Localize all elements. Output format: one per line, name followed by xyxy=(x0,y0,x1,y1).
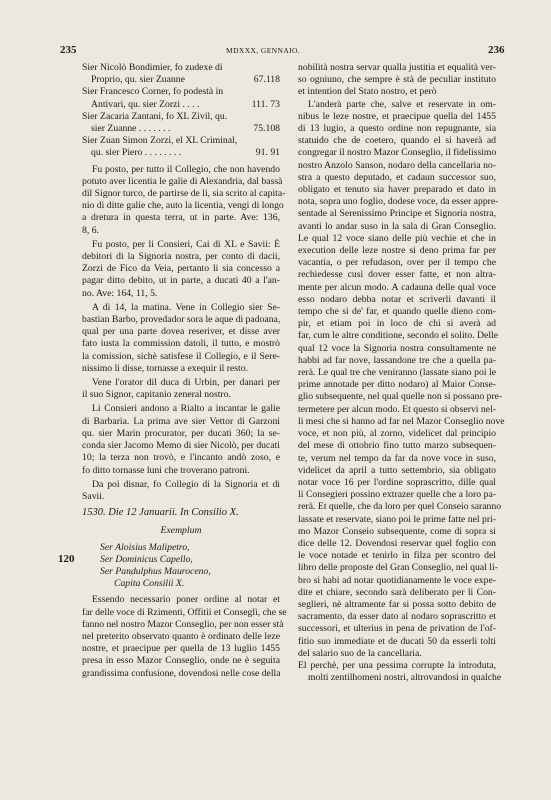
text-line: debitori di la Signoria nostra, per conto di dacii, xyxy=(82,251,280,263)
vote-roll xyxy=(82,62,280,160)
signer-line: Ser Dominicus Capello, xyxy=(100,553,193,565)
signer-line: Capita Consilii X. xyxy=(114,578,185,590)
text-line: Vene l'orator dil duca di Urbin, per danari per xyxy=(92,377,280,389)
text-line: pagar ditto debito, ut in parte, a ducati 40 a l'an- xyxy=(82,275,280,287)
decree-heading: 1530. Die 12 Januarii. In Consilio X. xyxy=(82,507,239,519)
text-line: avanti lo andar suso in la sala di Gran Conseglio. xyxy=(298,220,496,232)
text-line: A dì 14, la matina. Vene in Collegio sier Se- xyxy=(92,301,280,313)
text-line: bro si habi ad notar quotidianamente le voce expe- xyxy=(298,574,496,586)
text-line: notar voce 16 per l'ordine soprascritto, dille qual xyxy=(298,476,496,488)
text-line: Li Consieri andono a Rialto a incantar le galie xyxy=(92,403,280,415)
text-line: far delle voce di Rzimenti, Offitii et Conseglì, che se xyxy=(82,606,287,618)
text-line: 8, 6. xyxy=(82,224,99,236)
text-line: il suo Signor, capitanio zeneral nostro. xyxy=(82,389,231,401)
text-line: tempo che si de' far, et quando quelle dieno com- xyxy=(298,306,496,318)
text-line: presa in esso Mazor Conseglio, onde ne è seguita xyxy=(82,655,280,667)
text-line: fitio suo immediate et de ducati 50 da esserli tolti xyxy=(298,635,496,647)
text-line: dil Signor turco, de partirse de lì, sia scrito al capita- xyxy=(82,188,286,200)
roll-entry xyxy=(82,62,280,86)
text-line: qu. sier Marin procurator, per ducati 360; la se- xyxy=(82,427,280,439)
paragraph xyxy=(82,239,280,300)
text-line: grandissima confusione, dovendosi nelle cose della xyxy=(82,667,281,679)
text-line: successori, et ulterius in pena de privation de l'of- xyxy=(298,623,496,635)
text-line: Essendo necessario poner ordine al notar et xyxy=(92,594,280,606)
text-line: a dretura in questa terra, ut in parte. Ave: 136, xyxy=(82,212,280,224)
text-line: termetere per alcun modo. Et questo si observi nel- xyxy=(298,403,496,415)
text-line: lassate et reservate, siano poi le prime fatte nel pri- xyxy=(298,513,496,525)
text-line: 10; la terza non trovò, e l'incanto andò zoso, e xyxy=(82,452,280,464)
text-line: mo Mazor Conseio subsequente, come di sopra si xyxy=(298,525,496,537)
text-line: stra a questo deputado, et cadaun successor suo, xyxy=(298,171,496,183)
text-line: qual per una parte dovea reseriver, et disse aver xyxy=(82,326,280,338)
paragraph xyxy=(82,163,286,237)
text-line: molti zentilhomeni nostri, altrovandosi in qualche xyxy=(308,672,502,684)
text-line: far, cum le altre conditione, secondo el solito. Delle xyxy=(298,330,499,342)
roll-entry xyxy=(82,111,280,135)
text-line: fo ditto tornasse luni che troverano patroni. xyxy=(82,464,250,476)
text-line: so ogniuno, che sempre è stà de peculiar instituto xyxy=(298,74,496,86)
text-line: Fu posto, per li Consieri, Cai di XL e Savii: È xyxy=(92,238,280,250)
text-line: execution delle leze nostre si deno prima far per xyxy=(298,245,496,257)
text-line: esso nodaro debba notar et scriverli davanti il xyxy=(298,293,496,305)
text-line: L'anderà parte che, salve et reservate in om- xyxy=(308,98,496,110)
text-line: potuto aver licentia le galie di Alexandria, dal bassà xyxy=(82,175,283,187)
roll-entry xyxy=(82,135,280,159)
text-line: nibus le leze nostre, et praecipue quella del 1455 xyxy=(298,110,496,122)
text-line: del salario suo de la cancellaria. xyxy=(298,647,422,659)
roll-entry-name: Sier Zuan Simon Zorzi, el XL Criminal, qu. sier Piero . . . . . . . . xyxy=(82,135,238,159)
left-page-number: 235 xyxy=(60,44,77,56)
text-line: li Consegieri possino extrazer quelle che a loro pa- xyxy=(298,489,496,501)
text-line: rechiedesse cusì dover esser fatte, et non altra- xyxy=(298,269,496,281)
left-column xyxy=(82,62,287,682)
text-line: nio di ditte galie che, auto la licentia, vengi di longo xyxy=(82,200,284,212)
text-line: bastian Barbo, provedador sora le aque di padoana, xyxy=(82,314,281,326)
text-line: di Barbaria. La prima ave sier Vettor di Garzoni xyxy=(82,415,280,427)
text-line: fato iusta la commission datoli, il tutto, e mostrò xyxy=(82,338,280,350)
page-header xyxy=(0,44,551,58)
text-line: Le qual 12 voce siano delle più vechie et che in xyxy=(298,232,496,244)
margin-number: 120 xyxy=(58,553,75,565)
text-line: nissimo li disse, tornasse a exequir il resto. xyxy=(82,362,249,374)
text-line: dite et chiare, secondo sarà deliberato per li Con- xyxy=(298,586,496,598)
text-line: prime annotade per ditto nodaro) al Maior Conse- xyxy=(298,379,496,391)
paragraph xyxy=(82,377,280,401)
text-line: del mese di ottobrio fino tutto marzo subsequen- xyxy=(298,440,496,452)
text-line: statuido che de coetero, quando el si haverà ad xyxy=(298,135,496,147)
paragraph xyxy=(82,479,280,503)
exemplum-label: Exemplum xyxy=(160,525,202,537)
text-line: rerà. Le qual tre che veniranno (lassate siano poi le xyxy=(298,367,496,379)
roll-entry-name: Sier Francesco Corner, fo podestà in Antivari, qu. sier Zorzi . . . . xyxy=(82,86,224,110)
paragraph xyxy=(82,403,280,476)
text-line: videlicet da april a tutto settembrio, sia obligato xyxy=(298,464,496,476)
decree-text-left xyxy=(82,594,287,679)
roll-entry-name: Sier Nicolò Bondimier, fo zudexe di Proprio, qu. sier Zuanne xyxy=(82,62,223,86)
text-line: Fu posto, per tutto il Collegio, che non havendo xyxy=(92,163,280,175)
text-line: Zorzi de Fico da Veia, pertanto li sia concesso a xyxy=(82,263,280,275)
text-line: El perchè, per una pessima corrupte la introduta, xyxy=(298,659,496,671)
text-line: sentade al Serenissimo Principe et Signoria nostra, xyxy=(298,208,496,220)
signer-line: Ser Pandulphus Mauroceno, xyxy=(100,565,211,577)
roll-entry-votes: 91. 91 xyxy=(255,147,280,159)
text-line: conda sier Jacomo Memo di sier Nicolò, per ducati xyxy=(82,440,280,452)
roll-entry-name: Sier Zacaria Zantani, fo XL Zivil, qu. sier Zuanne . . . . . . . xyxy=(82,110,228,135)
text-line: Savii. xyxy=(82,490,105,502)
text-line: rerà. Et quelle, che da loro per quel Conseio saranno xyxy=(298,501,502,513)
text-line: vacantia, o per refudason, over per il tempo che xyxy=(298,257,496,269)
running-title: MDXXX, GENNAIO. xyxy=(226,46,301,55)
text-line: glio subsequente, nel qual quelle non si possano pre- xyxy=(298,391,503,403)
signer-line: Ser Aloisius Malipetro, xyxy=(100,541,190,553)
text-line: la comission, sichè satisfese il Collegio, e il Sere- xyxy=(82,350,280,362)
text-line: seglieri, nè altramente far si possa sotto debito de xyxy=(298,598,496,610)
paragraph xyxy=(82,302,280,375)
text-line: nostro Anzolo Sanson, nodaro della cancellaria no- xyxy=(298,159,496,171)
text-line: libro delle proposte del Gran Conseglio, nel qual li- xyxy=(298,562,498,574)
roll-entry-votes: 75.108 xyxy=(253,123,280,135)
roll-entry-votes: 67.118 xyxy=(253,74,280,86)
text-line: fanno nel nostro Mazor Conseglio, per non esser stà xyxy=(82,618,284,630)
left-paragraphs xyxy=(82,163,286,503)
text-line: nel preterito observato quanto è ordinato delle leze xyxy=(82,630,280,642)
text-line: te, verum nel tempo da far da nove voce in suso, xyxy=(298,452,496,464)
text-line: sacramento, da esser dato al nodaro soprascritto et xyxy=(298,611,496,623)
text-line: nobilità nostra servar qualla justitia et equalità ver- xyxy=(298,62,496,73)
text-line: li mesi che si hanno ad far nel Mazor Conseglio nove xyxy=(298,415,505,427)
text-line: obligato et tenuto sia haver preparado et dato in xyxy=(298,184,496,196)
text-line: congregar il nostro Mazor Conseglio, il fidelissimo xyxy=(298,147,497,159)
text-line: no. Ave: 164, 11, 5. xyxy=(82,287,158,299)
text-line: mente per alcun modo. A cadauna delle qual voce xyxy=(298,281,496,293)
text-line: Da poi disnar, fo Collegio di la Signoria et di xyxy=(92,478,280,490)
text-line: qual 12 voce la Signoria nostra consultamente ne xyxy=(298,342,496,354)
right-column xyxy=(298,62,505,684)
text-line: et intention del Stato nostro, et però xyxy=(298,86,437,98)
text-line: nota, sopra uno foglio, dodese voce, da esser appre- xyxy=(298,196,499,208)
text-line: dice delle 12. Dovendosi reservar quel foglio con xyxy=(298,537,496,549)
paragraph xyxy=(82,594,287,679)
text-line: di 13 lugio, a questo ordine non repugnante, sia xyxy=(298,123,496,135)
text-line: habbi ad far nove, lassandone tre che a quella pa- xyxy=(298,354,496,366)
roll-entry xyxy=(82,86,280,110)
text-line: le voce notade et tenirlo in filza per scontro del xyxy=(298,550,496,562)
text-line: nostre, et praecipue per quella de 13 luglio 1455 xyxy=(82,643,280,655)
signers-block xyxy=(82,542,280,591)
text-line: voce, et non più, al zorno, videlicet dal principio xyxy=(298,428,496,440)
text-line: pir, et etiam poi in loco de chi si averà ad xyxy=(298,318,496,330)
roll-entry-votes: 111. 73 xyxy=(251,98,280,110)
right-page-number: 236 xyxy=(488,44,505,56)
